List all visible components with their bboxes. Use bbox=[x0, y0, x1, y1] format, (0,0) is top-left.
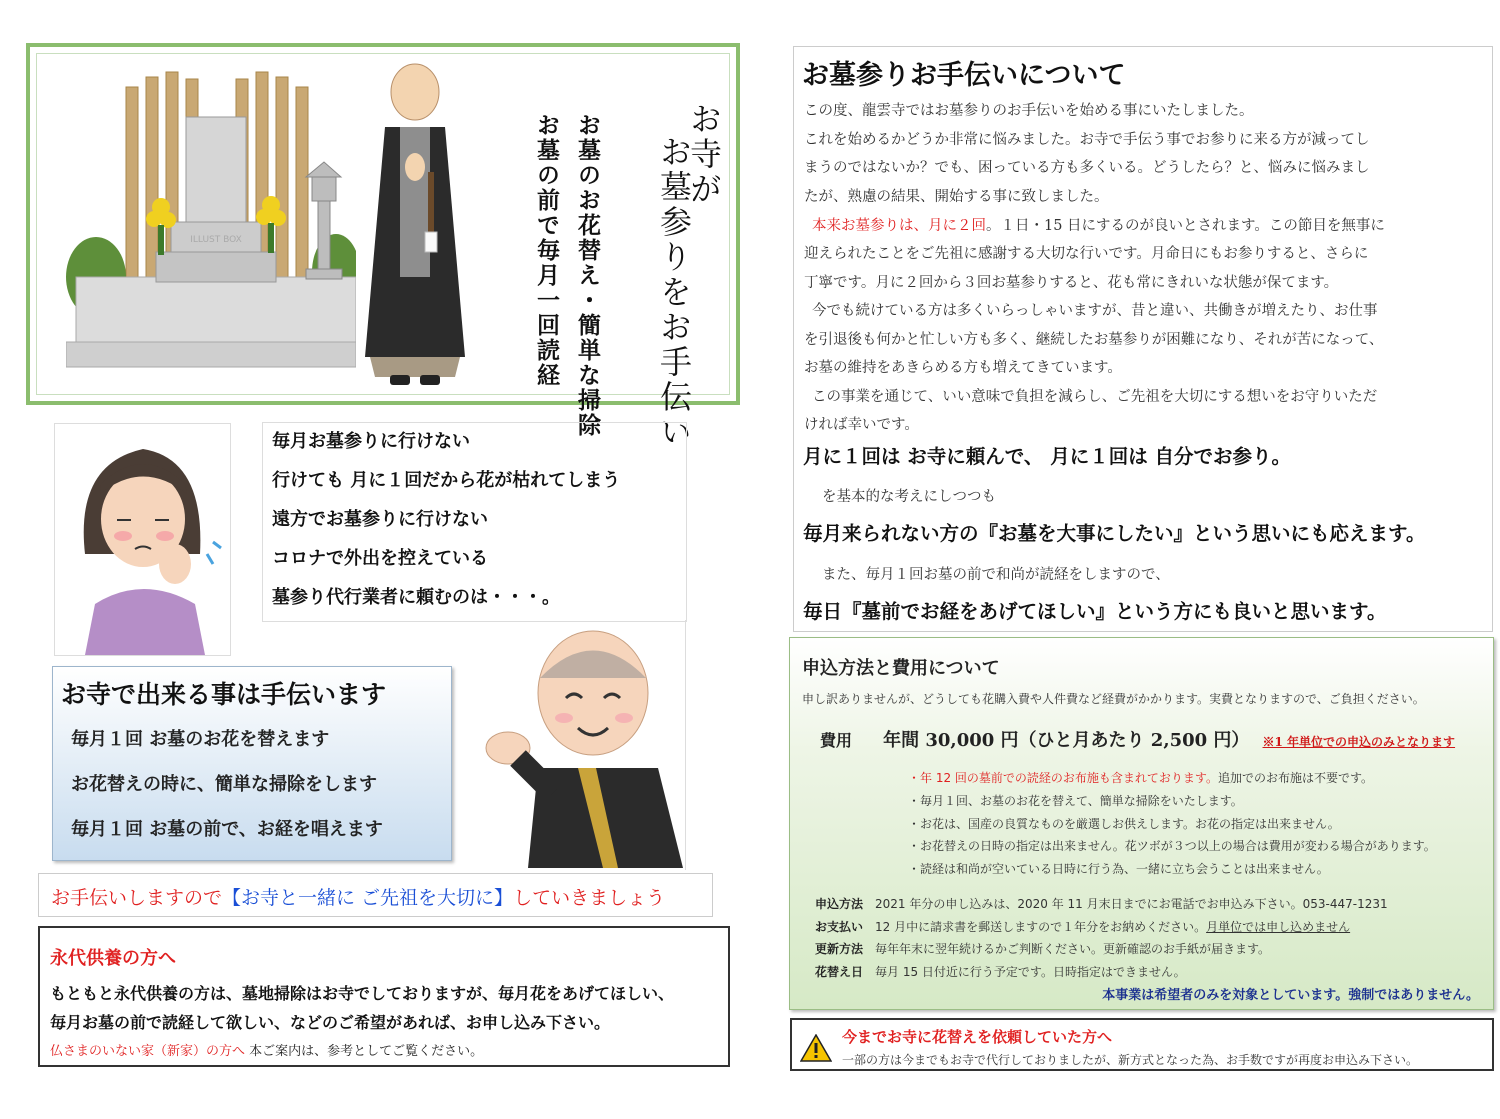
fee-bullet-red: ・年 12 回の墓前での読経のお布施も含まれております。 bbox=[908, 771, 1218, 785]
detail-flower-text: 毎月 15 日付近に行う予定です。日時指定はできません。 bbox=[875, 965, 1186, 979]
about-key-message: 毎月来られない方の『お墓を大事にしたい』という思いにも応えます。 bbox=[803, 522, 1426, 545]
grave-illustration bbox=[66, 57, 356, 377]
help-item: 毎月１回 お墓のお花を替えます bbox=[71, 729, 330, 750]
about-paragraph-line: 今でも続けている方は多くいらっしゃいますが、昔と違い、共働きが増えたり、お仕事 bbox=[812, 303, 1378, 319]
detail-payment-underlined: 月単位では申し込めません bbox=[1206, 920, 1351, 934]
detail-payment-label: お支払い bbox=[815, 920, 864, 934]
about-paragraph-line: お墓の維持をあきらめる方も増えてきています。 bbox=[804, 360, 1122, 376]
worry-item: 遠方でお墓参りに行けない bbox=[272, 509, 488, 530]
apply-title: 申込方法と費用について bbox=[802, 658, 1000, 679]
about-highlight: 本来お墓参りは、月に２回 bbox=[812, 218, 986, 234]
fee-bullet: ・毎月１回、お墓のお花を替えて、簡単な掃除をいたします。 bbox=[908, 794, 1243, 808]
warning-title: 今までお寺に花替えを依頼していた方へ bbox=[842, 1028, 1113, 1046]
eitai-body-line1: もともと永代供養の方は、墓地掃除はお寺でしておりますが、毎月花をあげてほしい、 bbox=[50, 984, 675, 1003]
hero-title-line1: お寺が bbox=[685, 102, 723, 207]
detail-renewal-label: 更新方法 bbox=[815, 942, 864, 956]
fee-bullet: ・読経は和尚が空いている日時に行う為、一緒に立ち会うことは出来ません。 bbox=[908, 862, 1329, 876]
detail-renewal bbox=[815, 940, 1270, 957]
eitai-kuyo-notice bbox=[38, 926, 730, 1067]
warning-body: 一部の方は今までもお寺で代行しておりましたが、新方式となった為、お手数ですが再度お申込み下さい。 bbox=[842, 1053, 1419, 1067]
eitai-title: 永代供養の方へ bbox=[50, 948, 176, 969]
detail-renewal-text: 毎年年末に翌年続けるかご判断ください。更新確認のお手紙が届きます。 bbox=[875, 942, 1271, 956]
fee-row bbox=[820, 726, 1455, 752]
help-item: 毎月１回 お墓の前で、お経を唱えます bbox=[71, 819, 383, 840]
fee-bullet bbox=[908, 769, 1373, 786]
worry-item: 行けても 月に１回だから花が枯れてしまう bbox=[272, 470, 621, 491]
detail-payment-text: 12 月中に請求書を郵送しますので１年分をお納めください。 bbox=[875, 920, 1207, 934]
about-paragraph-line: ければ幸いです。 bbox=[804, 417, 919, 433]
detail-method-label: 申込方法 bbox=[815, 897, 864, 911]
warning-icon bbox=[800, 1034, 832, 1062]
detail-flower-label: 花替え日 bbox=[815, 965, 864, 979]
worried-woman-illustration bbox=[55, 424, 230, 655]
slogan-part3: していきましょう bbox=[513, 887, 666, 909]
previous-customers-warning bbox=[790, 1018, 1494, 1071]
fee-bullet: ・お花は、国産の良質なものを厳選しお供えします。お花の指定は出来ません。 bbox=[908, 817, 1340, 831]
slogan-part1: お手伝いしますので bbox=[51, 887, 223, 909]
about-paragraph-line: まうのではないか？でも、困っている方も多くいる。どうしたら？と、悩みに悩みまし bbox=[804, 160, 1370, 176]
fee-label: 費用 bbox=[820, 731, 853, 750]
about-paragraph-line: を基本的な考えにしつつも bbox=[822, 489, 996, 505]
fee-bullet: ・お花替えの日時の指定は出来ません。花ツボが３つ以上の場合は費用が変わる場合があります。 bbox=[908, 839, 1436, 853]
about-panel bbox=[793, 46, 1493, 632]
about-paragraph-line: また、毎月１回お墓の前で和尚が読経をしますので、 bbox=[822, 567, 1170, 583]
about-paragraph-line: この度、龍雲寺ではお墓参りのお手伝いを始める事にいたしました。 bbox=[804, 103, 1254, 119]
eitai-note-red: 仏さまのいない家（新家）の方へ bbox=[50, 1044, 246, 1059]
slogan-banner bbox=[38, 873, 713, 917]
detail-method-text: 2021 年分の申し込みは、2020 年 11 月末日までにお電話でお申込み下さい。053-447-1231 bbox=[875, 897, 1388, 911]
fee-note: ※1 年単位での申込のみとなります bbox=[1262, 735, 1456, 749]
slogan-part2: 【お寺と一緒に ご先祖を大切に】 bbox=[222, 887, 514, 909]
about-title: お墓参りお手伝いについて bbox=[802, 60, 1126, 91]
smiling-monk-illustration bbox=[478, 618, 688, 868]
fee-amount: 年間 30,000 円（ひと月あたり 2,500 円） bbox=[883, 730, 1250, 751]
about-paragraph-line: たが、熟慮の結果、開始する事に致しました。 bbox=[804, 189, 1109, 205]
about-paragraph-line bbox=[804, 214, 1385, 235]
hero-subtitle-line2: お墓の前で毎月一回読経 bbox=[533, 113, 559, 388]
fee-bullet-text: 追加でのお布施は不要です。 bbox=[1217, 771, 1373, 785]
help-title: お寺で出来る事は手伝います bbox=[61, 680, 387, 709]
application-and-fees-panel bbox=[789, 637, 1494, 1010]
about-paragraph-line: 丁寧です。月に２回から３回お墓参りすると、花も常にきれいな状態が保てます。 bbox=[804, 275, 1339, 291]
about-key-message: 毎日『墓前でお経をあげてほしい』という方にも良いと思います。 bbox=[803, 600, 1387, 623]
temple-help-panel bbox=[52, 666, 452, 861]
worry-item: 毎月お墓参りに行けない bbox=[272, 431, 470, 452]
about-paragraph-line: を引退後も何かと忙しい方も多く、継続したお墓参りが困難になり、それが苦になって、 bbox=[804, 332, 1384, 348]
detail-flower-day bbox=[815, 963, 1186, 980]
detail-payment bbox=[815, 918, 1350, 935]
apply-footer-note: 本事業は希望者のみを対象としています。強制ではありません。 bbox=[1102, 988, 1479, 1003]
detail-method bbox=[815, 895, 1388, 912]
worry-item: 墓参り代行業者に頼むのは・・・。 bbox=[272, 587, 560, 608]
about-key-message: 月に１回は お寺に頼んで、 月に１回は 自分でお参り。 bbox=[803, 445, 1291, 468]
hero-title-line2: お墓参りをお手伝い bbox=[655, 135, 693, 450]
monk-illustration bbox=[340, 57, 490, 397]
worry-item: コロナで外出を控えている bbox=[272, 548, 488, 569]
about-paragraph-line: これを始めるかどうか非常に悩みました。お寺で手伝う事でお参りに来る方が減ってし bbox=[804, 132, 1370, 148]
eitai-note bbox=[50, 1040, 483, 1059]
worries-panel bbox=[262, 422, 687, 622]
about-paragraph-line: 迎えられたことをご先祖に感謝する大切な行いです。月命日にもお参りすると、さらに bbox=[804, 246, 1369, 262]
hero-subtitle-line1: お墓のお花替え・簡単な掃除 bbox=[574, 113, 600, 438]
apply-intro: 申し訳ありませんが、どうしても花購入費や人件費など経費がかかります。実費となりますので、ご負担ください。 bbox=[802, 692, 1425, 706]
worried-woman-image bbox=[54, 423, 231, 656]
eitai-note-rest: 本ご案内は、参考としてご覧ください。 bbox=[249, 1044, 484, 1059]
eitai-body-line2: 毎月お墓の前で読経して欲しい、などのご希望があれば、お申し込み下さい。 bbox=[50, 1013, 611, 1032]
about-paragraph-line: この事業を通じて、いい意味で負担を減らし、ご先祖を大切にする想いをお守りいただ bbox=[812, 389, 1378, 405]
about-text: 。１日・15 日にするのが良いとされます。この節目を無事に bbox=[986, 218, 1385, 234]
help-item: お花替えの時に、簡単な掃除をします bbox=[71, 774, 377, 795]
watermark-text: ILLUST BOX bbox=[190, 235, 242, 245]
